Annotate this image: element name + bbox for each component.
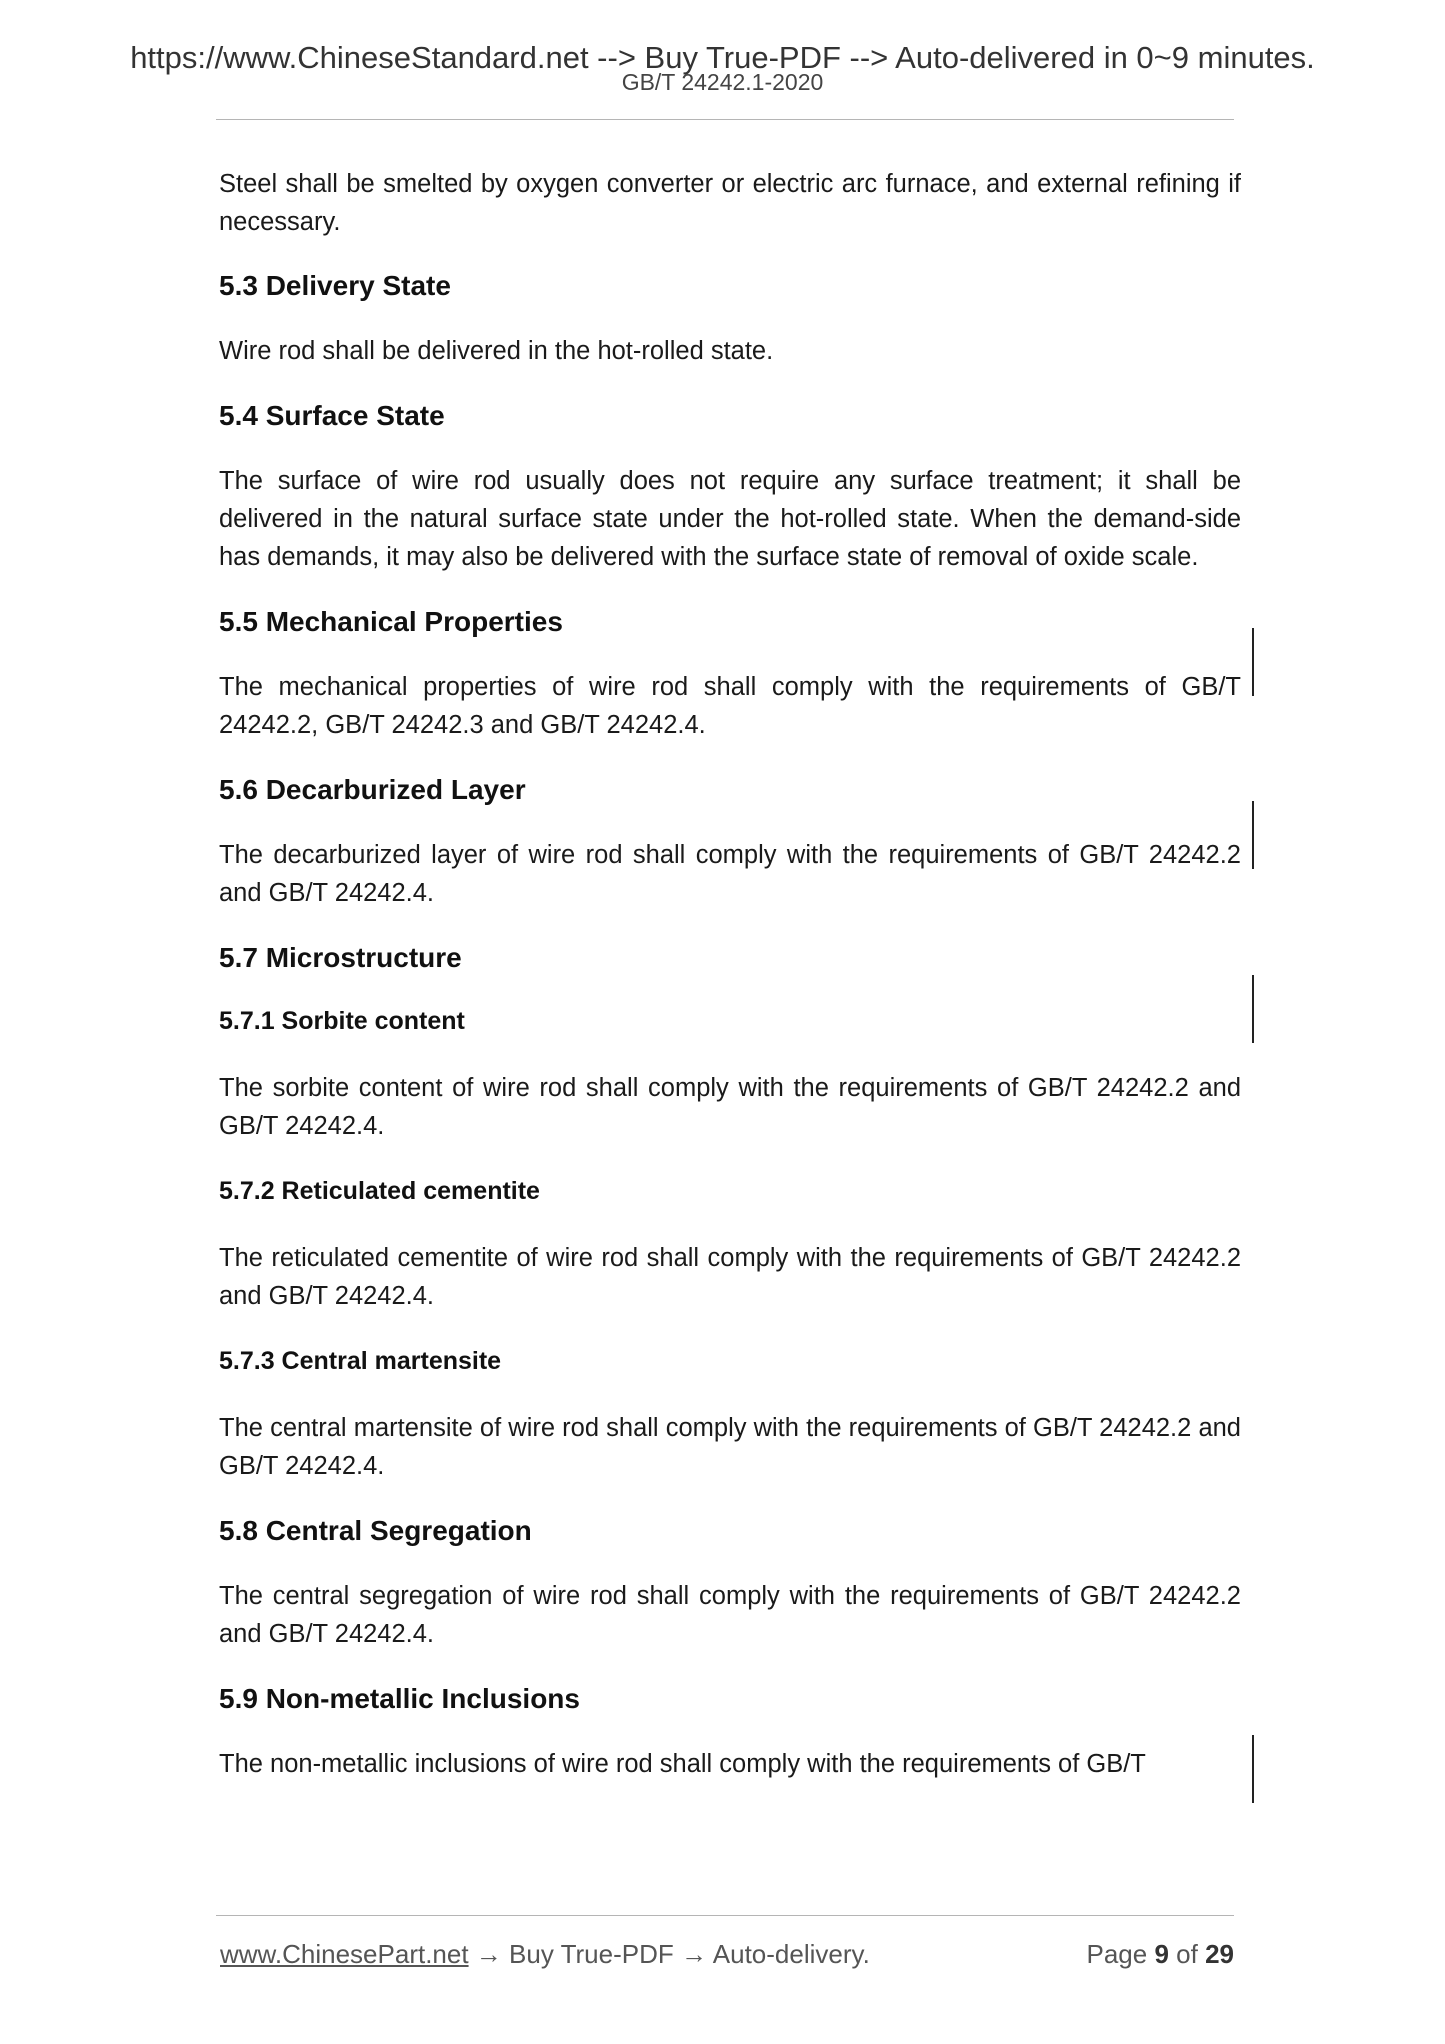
heading-5-5: 5.5 Mechanical Properties — [219, 606, 563, 637]
heading-5-7: 5.7 Microstructure — [219, 942, 462, 973]
footer-left — [220, 1938, 870, 1970]
footer-divider — [216, 1915, 1234, 1916]
current-page: 9 — [1154, 1939, 1169, 1969]
paragraph-5-7-1: The sorbite content of wire rod shall comply with the requirements of GB/T 24242.2 and GB/T 24242.4. — [219, 1074, 1241, 1140]
document-code: GB/T 24242.1-2020 — [621, 69, 824, 95]
heading-5-8: 5.8 Central Segregation — [219, 1515, 532, 1546]
page-label: Page — [1086, 1939, 1148, 1969]
paragraph-5-7-3: The central martensite of wire rod shall comply with the requirements of GB/T 24242.2 and GB/T 24242.4. — [219, 1414, 1241, 1480]
heading-5-3: 5.3 Delivery State — [219, 270, 451, 301]
heading-5-7-1: 5.7.1 Sorbite content — [219, 1007, 465, 1035]
top-banner[interactable]: https://www.ChineseStandard.net --> Buy True-PDF --> Auto-delivered in 0~9 minutes. — [130, 40, 1315, 75]
change-bar-5-9 — [1252, 1735, 1254, 1803]
heading-5-9: 5.9 Non-metallic Inclusions — [219, 1683, 580, 1714]
paragraph-5-4: The surface of wire rod usually does not require any surface treatment; it shall be delivered in the natural surface state under the hot-rolled state. When the demand-side has demands, it may also be delivered with the surface state of removal of oxide scale. — [219, 467, 1241, 571]
heading-5-4: 5.4 Surface State — [219, 400, 445, 431]
change-bar-5-6 — [1252, 801, 1254, 869]
paragraph-intro: Steel shall be smelted by oxygen converter or electric arc furnace, and external refining if necessary. — [219, 170, 1241, 236]
page-number — [1086, 1938, 1234, 1970]
heading-5-7-2: 5.7.2 Reticulated cementite — [219, 1177, 540, 1205]
change-bar-5-5 — [1252, 628, 1254, 696]
paragraph-5-5: The mechanical properties of wire rod shall comply with the requirements of GB/T 24242.2, GB/T 24242.3 and GB/T 24242.4. — [219, 673, 1241, 739]
paragraph-5-3: Wire rod shall be delivered in the hot-rolled state. — [219, 337, 774, 365]
total-pages: 29 — [1205, 1939, 1234, 1969]
arrow-right-icon: → — [475, 1939, 502, 1969]
paragraph-5-8: The central segregation of wire rod shall comply with the requirements of GB/T 24242.2 and GB/T 24242.4. — [219, 1582, 1241, 1648]
footer-buy-text: Buy True-PDF — [509, 1939, 674, 1969]
change-bar-5-7 — [1252, 975, 1254, 1043]
arrow-right-icon: → — [680, 1939, 707, 1969]
of-label: of — [1176, 1939, 1198, 1969]
page-content — [219, 165, 1241, 1783]
footer-delivery-text: Auto-delivery. — [712, 1939, 870, 1969]
paragraph-5-9: The non-metallic inclusions of wire rod shall comply with the requirements of GB/T — [219, 1750, 1146, 1778]
footer-link[interactable]: www.ChinesePart.net — [220, 1939, 469, 1969]
paragraph-5-6: The decarburized layer of wire rod shall comply with the requirements of GB/T 24242.2 and GB/T 24242.4. — [219, 841, 1241, 907]
paragraph-5-7-2: The reticulated cementite of wire rod shall comply with the requirements of GB/T 24242.2 and GB/T 24242.4. — [219, 1244, 1241, 1310]
heading-5-6: 5.6 Decarburized Layer — [219, 774, 526, 805]
heading-5-7-3: 5.7.3 Central martensite — [219, 1347, 502, 1375]
header-divider — [216, 119, 1234, 120]
